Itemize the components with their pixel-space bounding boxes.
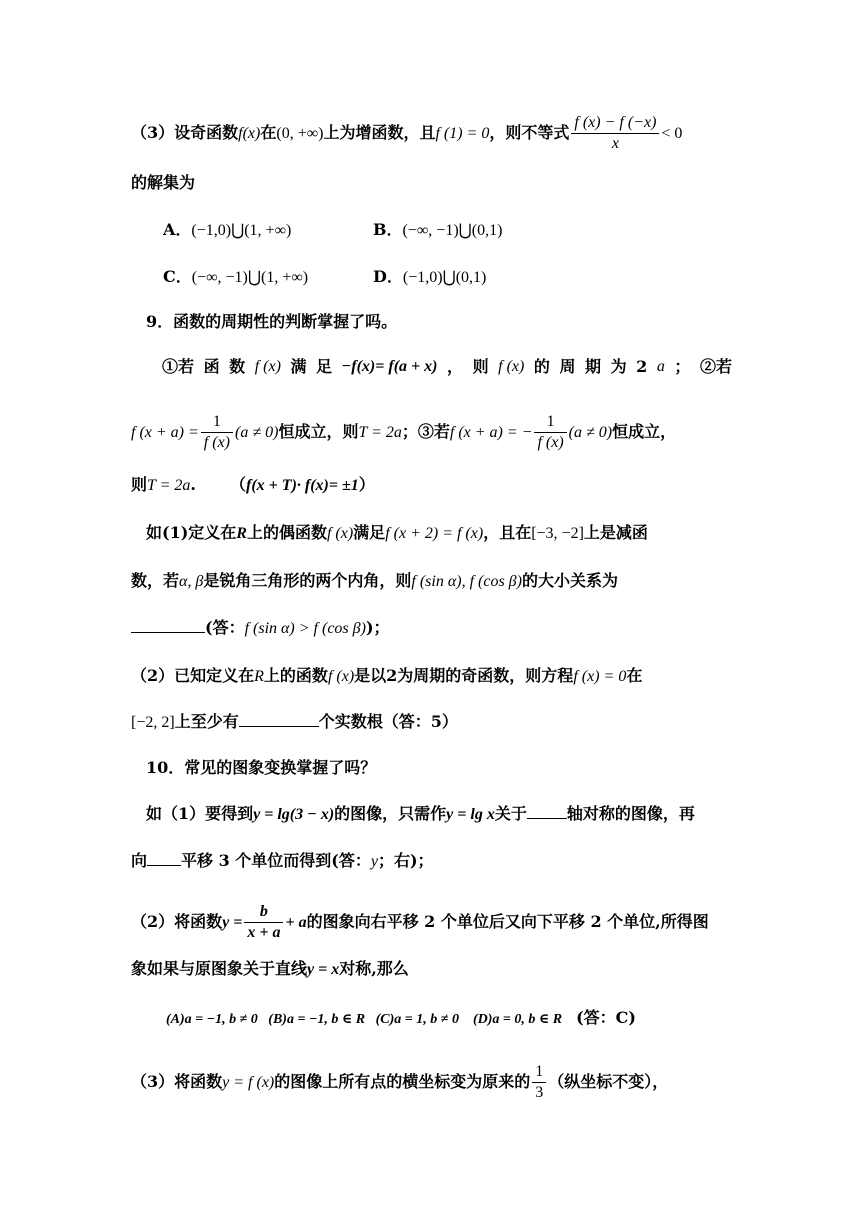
q3-interval: (0, +∞) xyxy=(276,125,324,142)
ex9-p5-a: 上至少有 xyxy=(174,712,239,731)
s10-choices xyxy=(166,1006,732,1032)
s9-l2-den2: f (x) xyxy=(537,434,564,451)
s9-l3-e: f(x + T)· f(x)= ±1 xyxy=(246,477,359,494)
s9-l2-c: 恒成立，则 xyxy=(278,422,359,441)
ex9-p1-eq: f (x + 2) = f (x) xyxy=(385,525,484,542)
s9-l2-b: (a ≠ 0) xyxy=(235,424,279,441)
s9-l2-g: (a ≠ 0) xyxy=(568,424,613,441)
s9-l1-p1: 函 xyxy=(203,357,220,376)
s10-line4 xyxy=(131,957,732,982)
s9-l3-a: 则 xyxy=(131,475,148,494)
s9-l3-f: ） xyxy=(358,475,375,494)
s10-heading-text: 10．常见的图象变换掌握了吗？ xyxy=(146,758,377,777)
s9-heading xyxy=(146,310,732,334)
s10-p3-frac xyxy=(244,902,283,943)
s10-p4-eq: y = x xyxy=(307,961,340,978)
ex9-p1-int: [−3, −2] xyxy=(531,525,584,542)
s10-p3-plus: + a xyxy=(285,914,307,931)
ex9-line1 xyxy=(146,521,732,546)
s9-l1-p7: ， xyxy=(447,357,464,376)
s9-l2-d: T = 2a xyxy=(358,424,402,441)
s9-l1-p4: 满 xyxy=(290,357,307,376)
s10-line3 xyxy=(131,902,732,943)
s9-l1-p2: 数 xyxy=(229,357,246,376)
ex9-p4-e: 在 xyxy=(626,666,643,685)
s9-l2-den: f (x) xyxy=(203,434,230,451)
ex9-p1-b: 上的偶函数 xyxy=(246,523,327,542)
ex9-p1-R: R xyxy=(236,525,247,542)
s10-p5-c: （纵坐标不变）， xyxy=(548,1072,669,1091)
ex9-p4-fx: f (x) xyxy=(327,668,355,685)
option-d xyxy=(373,264,486,287)
option-a xyxy=(163,217,291,240)
s10-p3-num: b xyxy=(244,902,283,923)
ex9-p4-a: （2）已知定义在 xyxy=(131,666,255,685)
s10-p1-f1: y = lg(3 − x) xyxy=(253,806,335,823)
s10-p2-a: 向 xyxy=(131,851,148,870)
s9-l3-b: T = 2a xyxy=(147,477,191,494)
ex9-p4-two: 2 xyxy=(386,666,398,685)
s10-line2 xyxy=(131,849,732,874)
s9-l3-d: （ xyxy=(230,475,247,494)
q3-line1 xyxy=(131,113,732,154)
s10-p5-f: y = f (x) xyxy=(222,1074,275,1091)
s10-p1-f2: y = lg x xyxy=(446,806,495,823)
s10-p5-b: 的图像上所有点的横坐标变为原来的 xyxy=(274,1072,531,1091)
s10-p5-a: （3）将函数 xyxy=(131,1072,223,1091)
ex9-p2-ab: α, β xyxy=(179,573,204,590)
ex9-p5-int: [−2, 2] xyxy=(131,714,175,731)
ex9-p1-fx: f (x) xyxy=(326,525,354,542)
s10-p1-b: 的图像，只需作 xyxy=(334,804,447,823)
ex9-line3 xyxy=(131,616,732,641)
s9-heading-text: 9．函数的周期性的判断掌握了吗。 xyxy=(146,312,398,331)
s9-l2-h: 恒成立， xyxy=(612,422,677,441)
ex9-p1-c: 满足 xyxy=(353,523,386,542)
s9-l1-p14: 2 xyxy=(636,357,648,376)
s9-l2-num2: 1 xyxy=(534,412,566,433)
s10-p5-den: 3 xyxy=(535,1084,544,1101)
q3-t1: 在 xyxy=(260,123,277,142)
s10-p5-num: 1 xyxy=(532,1062,546,1083)
s9-l2-f: f (x + a) = − xyxy=(449,424,533,441)
s9-line2 xyxy=(131,412,732,453)
s9-l1-p9: f (x) xyxy=(498,358,525,375)
s9-l1-p17: ②若 xyxy=(699,357,732,376)
s9-l2-num: 1 xyxy=(201,412,233,433)
s10-choices-ans: (答：C) xyxy=(576,1008,636,1027)
ex9-p2-b: 是锐角三角形的两个内角，则 xyxy=(203,571,412,590)
q3-fx: f(x) xyxy=(238,125,261,142)
s9-l1-p10: 的 xyxy=(533,357,550,376)
ex9-line2 xyxy=(131,569,732,594)
option-c xyxy=(163,264,308,287)
option-c-label: C． xyxy=(163,267,192,286)
s9-l2-frac2 xyxy=(534,412,566,453)
option-a-label: A． xyxy=(163,220,192,239)
s10-p1-a: 如（1）要得到 xyxy=(146,804,254,823)
s10-line1 xyxy=(146,802,732,827)
ex9-p2-a: 数，若 xyxy=(131,571,180,590)
s9-l2-a: f (x + a) = xyxy=(131,424,199,441)
ex9-p2-f: f (sin α), f (cos β) xyxy=(411,573,522,590)
option-b-label: B． xyxy=(373,220,403,239)
ex9-p1-d: ，且在 xyxy=(483,523,532,542)
s9-l2-e: ；③若 xyxy=(401,422,450,441)
s9-l1-p6: −f(x)= f(a + x) xyxy=(341,358,438,375)
answer-blank-4[interactable] xyxy=(147,849,181,866)
answer-blank-3[interactable] xyxy=(527,802,567,819)
q3-cond: f (1) = 0 xyxy=(435,125,490,142)
s10-p2-y: y xyxy=(370,853,378,870)
q3-lt0: < 0 xyxy=(661,125,683,142)
option-c-value: (−∞, −1)⋃(1, +∞) xyxy=(191,269,309,286)
ex9-p4-d: 为周期的奇函数，则方程 xyxy=(397,666,574,685)
s9-l1-p5: 足 xyxy=(316,357,333,376)
s10-p3-den: x + a xyxy=(247,924,281,941)
s10-heading xyxy=(146,756,732,780)
s10-p3-b: 的图象向右平移 2 个单位后又向下平移 2 个单位,所得图 xyxy=(306,912,709,931)
ex9-p4-eq: f (x) = 0 xyxy=(573,668,627,685)
option-d-value: (−1,0)⋃(0,1) xyxy=(402,269,487,286)
q3-frac-den: x xyxy=(611,135,619,152)
ex9-p4-R: R xyxy=(254,668,264,685)
s9-l1-p3: f (x) xyxy=(254,358,281,375)
ex9-p4-b: 上的函数 xyxy=(263,666,328,685)
s10-p2-b: 平移 3 个单位而得到(答： xyxy=(181,851,371,870)
s10-p2-c: ；右)； xyxy=(377,851,434,870)
s10-p4-b: 对称,那么 xyxy=(339,959,409,978)
q3-fraction xyxy=(571,113,659,154)
s10-p1-d: 轴对称的图像，再 xyxy=(566,804,695,823)
s9-l1-p16: ； xyxy=(674,357,691,376)
s9-line3 xyxy=(131,473,732,498)
ex9-p3-a: (答： xyxy=(205,618,245,637)
answer-blank-2[interactable] xyxy=(239,710,319,727)
s9-l2-frac xyxy=(201,412,233,453)
s10-p3-a: （2）将函数 xyxy=(131,912,223,931)
ex9-p2-c: 的大小关系为 xyxy=(521,571,618,590)
ex9-p5-b: 个实数根（答：5） xyxy=(318,712,458,731)
option-d-label: D． xyxy=(373,267,403,286)
ex9-p1-a: 如(1)定义在 xyxy=(146,523,237,542)
ex9-p4-c: 是以 xyxy=(354,666,387,685)
s10-p1-c: 关于 xyxy=(494,804,527,823)
option-a-value: (−1,0)⋃(1, +∞) xyxy=(191,222,292,239)
ex9-p3-b: )； xyxy=(365,618,390,637)
s10-p4-a: 象如果与原图象关于直线 xyxy=(131,959,308,978)
s9-l3-c: . xyxy=(190,475,196,494)
s10-p5-frac xyxy=(532,1062,546,1103)
s9-l1-p12: 期 xyxy=(585,357,602,376)
s9-l1-p8: 则 xyxy=(472,357,489,376)
q3-frac-num: f (x) − f (−x) xyxy=(571,113,659,134)
q3-lead: （3）设奇函数 xyxy=(131,123,239,142)
s10-choices-text: (A)a = −1, b ≠ 0 (B)a = −1, b ∈ R (C)a = 1, b ≠ 0 (D)a = 0, b ∈ R xyxy=(166,1012,563,1027)
q3-line2-text: 的解集为 xyxy=(131,173,196,192)
s10-line5 xyxy=(131,1062,732,1103)
ex9-p3-ans: f (sin α) > f (cos β) xyxy=(244,620,366,637)
q3-t2: 上为增函数，且 xyxy=(323,123,436,142)
s9-line1 xyxy=(162,355,732,379)
q3-line2 xyxy=(131,171,732,195)
s9-l1-p11: 周 xyxy=(559,357,576,376)
ex9-line5 xyxy=(131,710,732,735)
ex9-p1-e: 上是减函 xyxy=(583,523,648,542)
q3-t3: ，则不等式 xyxy=(489,123,570,142)
answer-blank-1[interactable] xyxy=(131,616,205,633)
s10-p3-y: y = xyxy=(222,914,243,931)
option-b xyxy=(373,217,502,240)
s9-l1-p15: a xyxy=(656,358,665,375)
ex9-line4 xyxy=(131,664,732,689)
s9-l1-p0: ①若 xyxy=(162,357,195,376)
s9-l1-p13: 为 xyxy=(610,357,627,376)
option-b-value: (−∞, −1)⋃(0,1) xyxy=(402,222,503,239)
